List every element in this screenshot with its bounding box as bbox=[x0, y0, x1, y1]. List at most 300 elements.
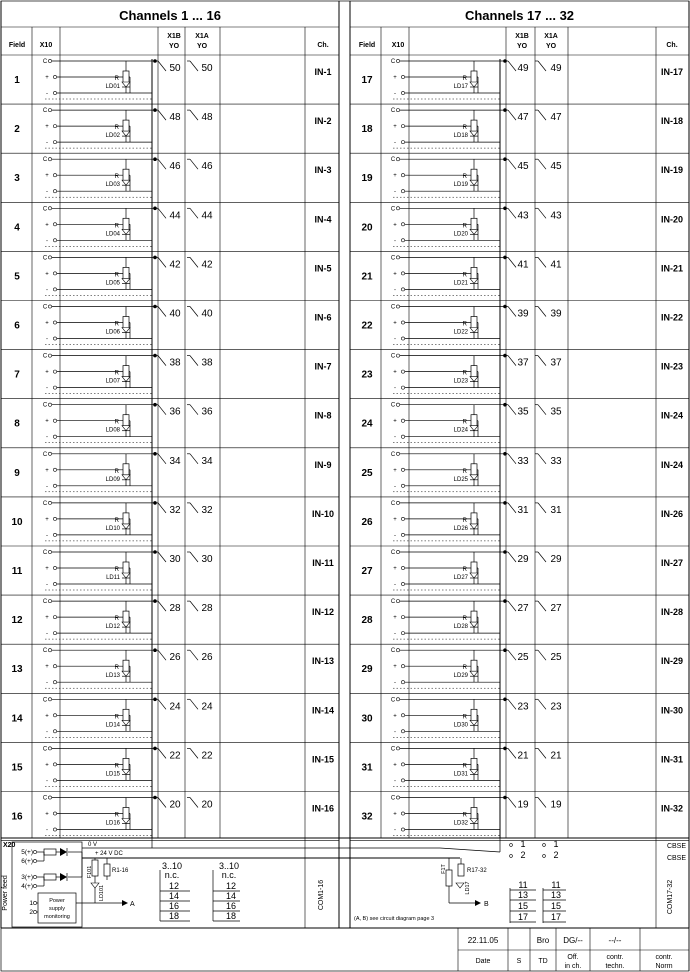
field-number: 19 bbox=[361, 173, 373, 185]
resistor-label: R bbox=[114, 223, 119, 230]
led-label: LD29 bbox=[453, 673, 468, 680]
pin-c-label: C bbox=[42, 402, 48, 409]
x1b-terminal-number: 25 bbox=[517, 652, 529, 664]
pin-c-label: C bbox=[42, 59, 48, 65]
terminal bbox=[401, 730, 404, 733]
pin-minus-label: - bbox=[394, 827, 396, 834]
switch-arm bbox=[538, 650, 546, 660]
terminal bbox=[53, 779, 56, 782]
resistor-symbol bbox=[104, 864, 110, 876]
led-icon bbox=[470, 377, 478, 382]
field-number: 9 bbox=[14, 467, 20, 479]
resistor-label: R bbox=[114, 272, 119, 279]
x1a-terminal-number: 50 bbox=[201, 63, 213, 74]
terminal bbox=[48, 698, 51, 701]
x1a-terminal-number: 44 bbox=[201, 210, 213, 222]
title-label: Date bbox=[475, 958, 491, 965]
channel-row bbox=[350, 452, 689, 497]
field-number: 1 bbox=[14, 75, 20, 86]
terminal bbox=[53, 386, 56, 389]
pin-c-label: C bbox=[390, 599, 396, 606]
switch-arm bbox=[158, 552, 166, 562]
terminal bbox=[401, 566, 404, 569]
pin-plus-label: + bbox=[393, 418, 397, 425]
terminal bbox=[53, 174, 56, 177]
field-number: 10 bbox=[11, 516, 23, 528]
pin-c-label: C bbox=[42, 648, 48, 655]
led-label: LD28 bbox=[453, 624, 468, 631]
x1a-terminal-number: 24 bbox=[201, 701, 213, 713]
monitor-label: Power bbox=[49, 898, 65, 904]
pin-minus-label: - bbox=[394, 778, 396, 785]
terminal bbox=[504, 158, 507, 161]
x1b-terminal-number: 22 bbox=[169, 750, 181, 762]
terminal bbox=[504, 109, 507, 112]
terminal-number: 2 bbox=[553, 850, 559, 860]
terminal bbox=[53, 730, 56, 733]
pin-c-label: C bbox=[390, 206, 396, 213]
pin-plus-label: + bbox=[393, 566, 397, 572]
pin-plus-label: + bbox=[393, 369, 397, 376]
terminal bbox=[33, 901, 36, 904]
field-number: 5 bbox=[14, 271, 20, 283]
resistor-label: R bbox=[462, 468, 467, 475]
pin-c-label: C bbox=[42, 697, 48, 704]
led-icon bbox=[470, 278, 478, 283]
x1a-terminal-number: 31 bbox=[550, 504, 562, 516]
terminal bbox=[53, 714, 56, 717]
terminal bbox=[154, 796, 157, 799]
terminal bbox=[154, 501, 157, 504]
pin-plus-label: + bbox=[393, 615, 397, 622]
resistor-symbol bbox=[471, 709, 477, 721]
switch-arm bbox=[190, 748, 198, 758]
led-icon bbox=[91, 883, 99, 888]
resistor-symbol bbox=[471, 808, 477, 820]
channel-label: IN-2 bbox=[314, 116, 332, 127]
led-label: LD23 bbox=[453, 378, 468, 385]
channel-row bbox=[350, 157, 689, 202]
terminal bbox=[53, 370, 56, 373]
pin-plus-label: + bbox=[45, 516, 49, 523]
field-number: 28 bbox=[361, 615, 373, 627]
pin-c-label: C bbox=[390, 402, 396, 409]
terminal bbox=[401, 190, 404, 193]
switch-arm bbox=[158, 110, 166, 120]
switch-arm bbox=[538, 208, 546, 218]
field-number: 27 bbox=[361, 566, 373, 577]
terminal bbox=[154, 60, 157, 63]
channel-row bbox=[1, 697, 339, 742]
terminal bbox=[401, 223, 404, 226]
terminal bbox=[401, 141, 404, 144]
x1a-terminal-number: 19 bbox=[550, 799, 562, 811]
terminal bbox=[401, 582, 404, 585]
terminal bbox=[401, 763, 404, 766]
led-label: LD22 bbox=[453, 329, 468, 336]
terminal-number: 14 bbox=[225, 891, 237, 901]
led-icon bbox=[470, 180, 478, 185]
pin-plus-label: + bbox=[45, 418, 49, 425]
switch-arm bbox=[538, 356, 546, 366]
resistor-label: R bbox=[462, 125, 467, 132]
terminal-number: 3..10 bbox=[218, 861, 240, 871]
x1a-terminal-number: 34 bbox=[201, 455, 213, 467]
x20-pin-label: 4(+) bbox=[21, 883, 33, 890]
pin-minus-label: - bbox=[46, 385, 48, 392]
pin-c-label: C bbox=[390, 648, 396, 655]
channel-row bbox=[350, 697, 689, 742]
switch-arm bbox=[508, 110, 516, 120]
channel-label: IN-31 bbox=[660, 754, 684, 765]
switch-arm bbox=[538, 798, 546, 808]
field-number: 32 bbox=[361, 811, 373, 823]
led-label: LD09 bbox=[105, 476, 120, 483]
switch-arm bbox=[508, 454, 516, 464]
x1a-terminal-number: 28 bbox=[201, 603, 213, 615]
switch-arm bbox=[190, 405, 198, 415]
x20-label: X20 bbox=[3, 842, 16, 849]
diode-icon bbox=[60, 873, 67, 881]
switch-arm bbox=[158, 159, 166, 169]
terminal bbox=[543, 855, 546, 858]
led-icon bbox=[122, 278, 130, 283]
field-number: 7 bbox=[14, 369, 20, 381]
led-label: LD18 bbox=[453, 133, 468, 140]
pin-plus-label: + bbox=[45, 467, 49, 474]
terminal bbox=[504, 207, 507, 210]
terminal bbox=[504, 452, 507, 455]
led-label: LD24 bbox=[453, 427, 468, 434]
signal-a-label: A bbox=[130, 901, 135, 908]
switch-arm bbox=[538, 110, 546, 120]
terminal-number: 11 bbox=[518, 880, 528, 890]
channel-label: IN-16 bbox=[311, 803, 335, 814]
pin-plus-label: + bbox=[393, 222, 397, 229]
resistor-label: R bbox=[114, 174, 119, 181]
x1b-terminal-number: 26 bbox=[169, 652, 181, 664]
cbse-label: CBSE bbox=[666, 855, 686, 862]
channel-row bbox=[350, 255, 689, 300]
channel-row bbox=[350, 206, 689, 251]
led-label: LD12 bbox=[105, 624, 120, 631]
channel-row bbox=[1, 403, 339, 448]
switch-arm bbox=[158, 208, 166, 218]
led-icon bbox=[122, 377, 130, 382]
led-icon bbox=[122, 426, 130, 431]
x1a-terminal-number: 27 bbox=[550, 603, 562, 615]
title-label: techn. bbox=[605, 963, 625, 970]
led-icon bbox=[456, 883, 464, 888]
channel-row bbox=[350, 648, 689, 693]
resistor-label: R bbox=[114, 763, 119, 770]
channel-row bbox=[1, 599, 339, 644]
header-x10: X10 bbox=[391, 42, 405, 49]
x1b-terminal-number: 30 bbox=[169, 554, 181, 565]
terminal bbox=[154, 354, 157, 357]
led-label: LD14 bbox=[105, 722, 120, 729]
pin-plus-label: + bbox=[393, 762, 397, 769]
led-icon bbox=[470, 131, 478, 136]
terminal-number: 2 bbox=[520, 850, 526, 860]
resistor-symbol bbox=[471, 317, 477, 329]
pin-minus-label: - bbox=[46, 189, 48, 196]
led-label: LD02 bbox=[105, 133, 120, 140]
pin-c-label: C bbox=[42, 451, 48, 458]
x1b-terminal-number: 47 bbox=[517, 112, 529, 124]
title-label: TD bbox=[538, 958, 548, 965]
terminal bbox=[154, 698, 157, 701]
channel-label: IN-8 bbox=[314, 410, 332, 421]
terminal bbox=[53, 812, 56, 815]
pin-minus-label: - bbox=[394, 434, 396, 441]
channel-label: IN-17 bbox=[660, 67, 684, 77]
resistor-symbol bbox=[123, 660, 129, 672]
diode-box bbox=[44, 849, 56, 855]
led-icon bbox=[470, 426, 478, 431]
cbse-label: CBSE bbox=[666, 843, 686, 850]
switch-arm bbox=[190, 601, 198, 611]
pin-c-label: C bbox=[42, 157, 48, 164]
terminal bbox=[53, 517, 56, 520]
led-icon bbox=[470, 524, 478, 529]
terminal-number: 12 bbox=[225, 881, 237, 891]
pin-plus-label: + bbox=[45, 664, 49, 671]
switch-arm bbox=[190, 699, 198, 709]
led-icon bbox=[122, 229, 130, 234]
field-number: 2 bbox=[14, 124, 20, 136]
terminal bbox=[154, 109, 157, 112]
channel-row bbox=[1, 648, 339, 693]
terminal bbox=[396, 649, 399, 652]
terminal bbox=[401, 174, 404, 177]
resistor-symbol bbox=[471, 120, 477, 132]
terminal bbox=[504, 501, 507, 504]
header-field: Field bbox=[358, 42, 376, 49]
channel-label: IN-13 bbox=[311, 656, 335, 667]
channel-label: IN-26 bbox=[660, 508, 684, 519]
resistor-label: R bbox=[462, 370, 467, 377]
led-label: LD15 bbox=[105, 771, 120, 778]
terminal bbox=[48, 109, 51, 112]
led-label: LD27 bbox=[453, 575, 468, 581]
resistor-label: R bbox=[114, 665, 119, 672]
led-label: LD06 bbox=[105, 329, 120, 336]
resistor-symbol bbox=[123, 709, 129, 721]
header-x1a: X1A bbox=[195, 33, 209, 40]
pin-minus-label: - bbox=[46, 778, 48, 785]
led-icon bbox=[122, 131, 130, 136]
terminal bbox=[396, 109, 399, 112]
switch-arm bbox=[158, 454, 166, 464]
pin-c-label: C bbox=[42, 746, 48, 753]
resistor-label: R bbox=[114, 370, 119, 377]
channel-row bbox=[350, 305, 689, 350]
x1b-terminal-number: 39 bbox=[517, 308, 529, 320]
led-label: LD08 bbox=[105, 427, 120, 434]
field-number: 26 bbox=[361, 516, 373, 528]
channel-row bbox=[1, 746, 339, 791]
x1b-terminal-number: 49 bbox=[517, 63, 529, 74]
pin-c-label: C bbox=[390, 500, 396, 507]
x1b-terminal-number: 27 bbox=[517, 603, 529, 615]
header-yo: YO bbox=[168, 43, 180, 50]
x1a-terminal-number: 26 bbox=[201, 652, 213, 664]
terminal bbox=[154, 649, 157, 652]
switch-arm bbox=[508, 601, 516, 611]
switch-arm bbox=[158, 307, 166, 317]
switch-arm bbox=[538, 503, 546, 513]
resistor-symbol bbox=[123, 611, 129, 623]
channel-row bbox=[350, 796, 689, 841]
terminal bbox=[48, 600, 51, 603]
led-label: LD10 bbox=[105, 525, 120, 532]
x1b-terminal-number: 32 bbox=[169, 504, 181, 516]
terminal-number: 18 bbox=[168, 911, 180, 921]
resistor-label: R bbox=[462, 567, 467, 573]
switch-arm bbox=[158, 61, 166, 71]
terminal-number: 15 bbox=[550, 901, 562, 911]
panel-left bbox=[1, 1, 339, 928]
pin-c-label: C bbox=[390, 550, 396, 556]
pin-minus-label: - bbox=[394, 189, 396, 196]
led-icon bbox=[122, 769, 130, 774]
switch-arm bbox=[190, 307, 198, 317]
terminal bbox=[48, 501, 51, 504]
pin-c-label: C bbox=[42, 353, 48, 360]
x1b-terminal-number: 19 bbox=[517, 799, 529, 811]
terminal-number: 1 bbox=[553, 839, 559, 849]
pin-plus-label: + bbox=[45, 124, 49, 131]
resistor-label: R bbox=[114, 468, 119, 475]
switch-arm bbox=[508, 208, 516, 218]
terminal bbox=[53, 419, 56, 422]
header-ch: Ch. bbox=[666, 42, 678, 49]
terminal bbox=[401, 321, 404, 324]
terminal bbox=[401, 75, 404, 78]
date-value: 22.11.05 bbox=[467, 936, 499, 945]
pin-c-label: C bbox=[390, 353, 396, 360]
terminal bbox=[401, 812, 404, 815]
terminal bbox=[53, 125, 56, 128]
led-icon bbox=[470, 819, 478, 824]
x1a-terminal-number: 37 bbox=[550, 357, 562, 369]
pin-minus-label: - bbox=[394, 385, 396, 392]
x1b-terminal-number: 41 bbox=[517, 259, 529, 271]
resistor-label: R bbox=[114, 567, 119, 573]
note-text: (A, B) see circuit diagram page 3 bbox=[354, 916, 435, 922]
arrow-icon bbox=[475, 900, 481, 906]
panel-title: Channels 17 ... 32 bbox=[464, 8, 575, 23]
terminal-number: 16 bbox=[225, 901, 237, 911]
terminal-number: 16 bbox=[168, 901, 180, 911]
terminal-number: 18 bbox=[225, 911, 237, 921]
led-label: LD16 bbox=[105, 820, 120, 827]
terminal bbox=[154, 256, 157, 259]
pin-c-label: C bbox=[42, 500, 48, 507]
resistor-label: R bbox=[462, 321, 467, 328]
resistor-label: R bbox=[462, 616, 467, 623]
resistor-symbol bbox=[471, 611, 477, 623]
channel-label: IN-4 bbox=[314, 214, 332, 225]
terminal-number: 17 bbox=[517, 912, 529, 922]
terminal-number: 11 bbox=[551, 880, 561, 890]
channel-row bbox=[1, 452, 339, 497]
terminal bbox=[504, 551, 507, 554]
terminal bbox=[53, 337, 56, 340]
pin-c-label: C bbox=[42, 599, 48, 606]
switch-arm bbox=[158, 699, 166, 709]
x20-pin-label: 6(+) bbox=[21, 858, 33, 865]
wire bbox=[440, 848, 500, 852]
pin-minus-label: - bbox=[46, 140, 48, 147]
switch-arm bbox=[538, 699, 546, 709]
pin-plus-label: + bbox=[393, 173, 397, 180]
resistor-symbol bbox=[123, 464, 129, 476]
terminal bbox=[53, 665, 56, 668]
led-icon bbox=[122, 180, 130, 185]
terminal bbox=[504, 305, 507, 308]
pin-c-label: C bbox=[390, 59, 396, 65]
x1a-terminal-number: 43 bbox=[550, 210, 562, 222]
x1a-terminal-number: 49 bbox=[550, 63, 562, 74]
switch-arm bbox=[538, 159, 546, 169]
x1a-terminal-number: 33 bbox=[550, 455, 562, 467]
pin-c-label: C bbox=[390, 108, 396, 115]
terminal bbox=[53, 223, 56, 226]
x20-pin-label: 2 bbox=[29, 909, 33, 916]
channel-row bbox=[1, 550, 339, 595]
terminal-number: 13 bbox=[550, 890, 562, 900]
terminal bbox=[154, 305, 157, 308]
pin-minus-label: - bbox=[46, 483, 48, 490]
terminal bbox=[48, 256, 51, 259]
x1b-terminal-number: 42 bbox=[169, 259, 181, 271]
channel-label: IN-14 bbox=[311, 705, 335, 716]
resistor-label: R1-16 bbox=[112, 868, 129, 874]
switch-arm bbox=[508, 699, 516, 709]
terminal bbox=[53, 190, 56, 193]
pin-c-label: C bbox=[42, 206, 48, 213]
switch-arm bbox=[508, 503, 516, 513]
terminal bbox=[33, 875, 36, 878]
channel-label: IN-7 bbox=[314, 361, 332, 372]
switch-arm bbox=[508, 798, 516, 808]
x1b-terminal-number: 45 bbox=[517, 161, 529, 173]
led-label: LD25 bbox=[453, 476, 468, 483]
x20-pin-label: 1 bbox=[29, 900, 33, 907]
terminal-number: 3..10 bbox=[161, 861, 183, 871]
dg-value: DG/-- bbox=[563, 936, 583, 945]
x1b-terminal-number: 23 bbox=[517, 701, 529, 713]
x20-pin-label: 5(+) bbox=[21, 849, 33, 856]
resistor-symbol bbox=[471, 464, 477, 476]
terminal bbox=[401, 435, 404, 438]
pin-plus-label: + bbox=[393, 713, 397, 720]
field-number: 8 bbox=[14, 418, 20, 430]
terminal bbox=[33, 850, 36, 853]
x1b-terminal-number: 33 bbox=[517, 455, 529, 467]
terminal bbox=[33, 910, 36, 913]
pin-plus-label: + bbox=[45, 615, 49, 622]
pin-plus-label: + bbox=[393, 467, 397, 474]
resistor-symbol bbox=[123, 808, 129, 820]
terminal bbox=[48, 59, 51, 62]
channel-label: IN-1 bbox=[314, 67, 332, 77]
terminal bbox=[53, 141, 56, 144]
terminal bbox=[401, 714, 404, 717]
pin-c-label: C bbox=[42, 550, 48, 556]
